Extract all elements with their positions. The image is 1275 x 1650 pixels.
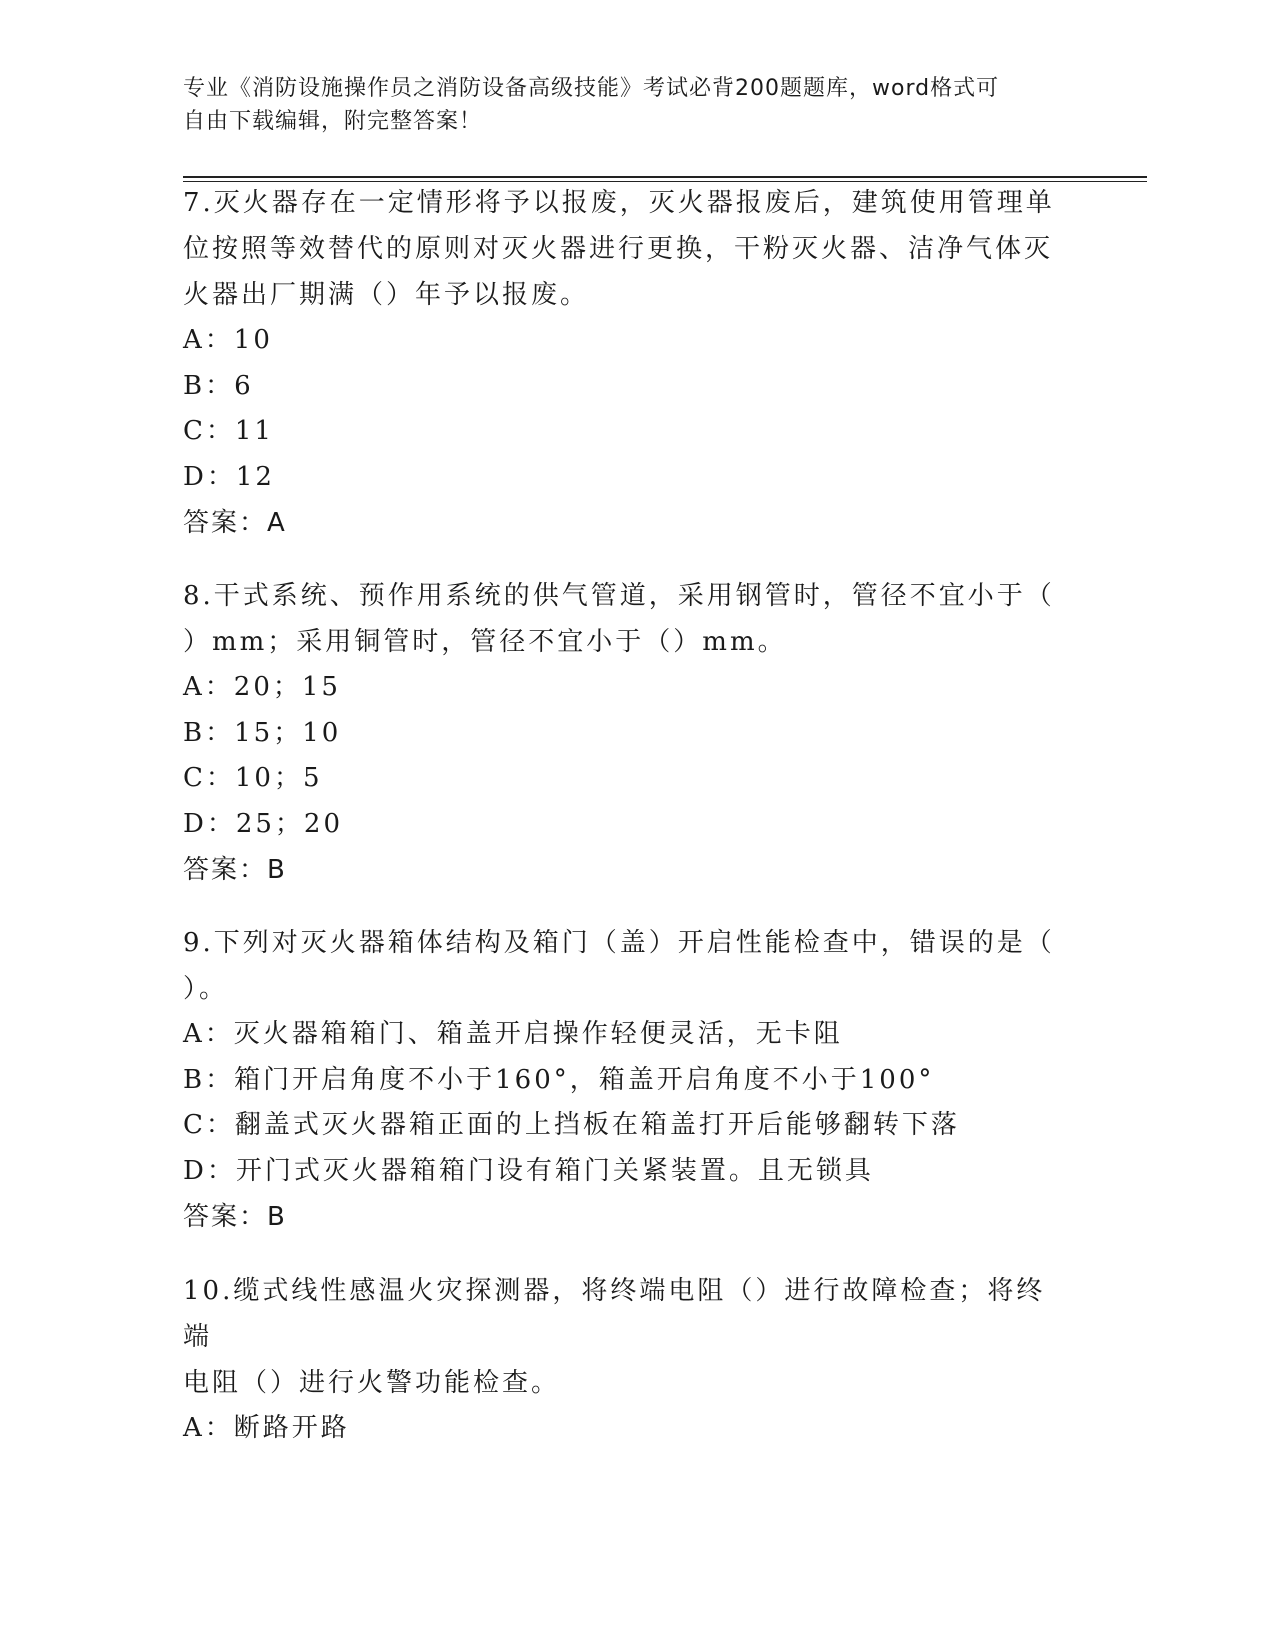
question-10-line-2: 电阻（）进行火警功能检查。 — [183, 1368, 561, 1398]
question-10-line-1: 10.缆式线性感温火灾探测器，将终端电阻（）进行故障检查；将终端 — [183, 1276, 1046, 1352]
question-7-line-2: 位按照等效替代的原则对灭火器进行更换，干粉灭火器、洁净气体灭 — [183, 234, 1054, 264]
question-8-answer: 答案：B — [183, 855, 287, 885]
question-7-option-d: D：12 — [183, 461, 275, 492]
question-9-line-1: 9.下列对灭火器箱体结构及箱门（盖）开启性能检查中，错误的是（ — [183, 928, 1055, 958]
question-8 — [183, 573, 1063, 893]
question-9-answer: 答案：B — [183, 1202, 287, 1232]
question-7-answer: 答案：A — [183, 508, 287, 538]
question-8-line-2: ）mm；采用铜管时，管径不宜小于（）mm。 — [183, 627, 787, 657]
question-9-option-c: C：翻盖式灭火器箱正面的上挡板在箱盖打开后能够翻转下落 — [183, 1110, 960, 1140]
question-8-option-b: B：15；10 — [183, 717, 342, 748]
question-8-line-1: 8.干式系统、预作用系统的供气管道，采用钢管时，管径不宜小于（ — [183, 581, 1055, 611]
question-8-option-d: D：25；20 — [183, 808, 344, 839]
header-line-1: 专业《消防设施操作员之消防设备高级技能》考试必背200题题库，word格式可 — [183, 76, 1000, 101]
question-7-line-1: 7.灭火器存在一定情形将予以报废，灭火器报废后，建筑使用管理单 — [183, 188, 1055, 218]
question-9-line-2: ）。 — [183, 974, 229, 1004]
question-8-option-a: A：20；15 — [183, 672, 341, 702]
question-10 — [183, 1268, 1063, 1452]
question-7-option-c: C：11 — [183, 416, 274, 446]
question-9-option-b: B：箱门开启角度不小于160°，箱盖开启角度不小于100° — [183, 1064, 935, 1095]
question-9-option-d: D：开门式灭火器箱箱门设有箱门关紧装置。且无锁具 — [183, 1155, 874, 1186]
question-8-option-c: C：10；5 — [183, 763, 323, 793]
question-7-option-a: A：10 — [183, 325, 273, 355]
question-10-option-a: A：断路开路 — [183, 1413, 350, 1443]
question-9-option-a: A：灭火器箱箱门、箱盖开启操作轻便灵活，无卡阻 — [183, 1019, 843, 1049]
header-divider-thick — [183, 176, 1147, 178]
question-7-option-b: B：6 — [183, 370, 254, 401]
question-7-line-3: 火器出厂期满（）年予以报废。 — [183, 280, 590, 310]
question-7 — [183, 180, 1063, 546]
question-9 — [183, 920, 1063, 1240]
header-line-2: 自由下载编辑，附完整答案！ — [183, 109, 483, 134]
document-header — [183, 72, 1063, 138]
